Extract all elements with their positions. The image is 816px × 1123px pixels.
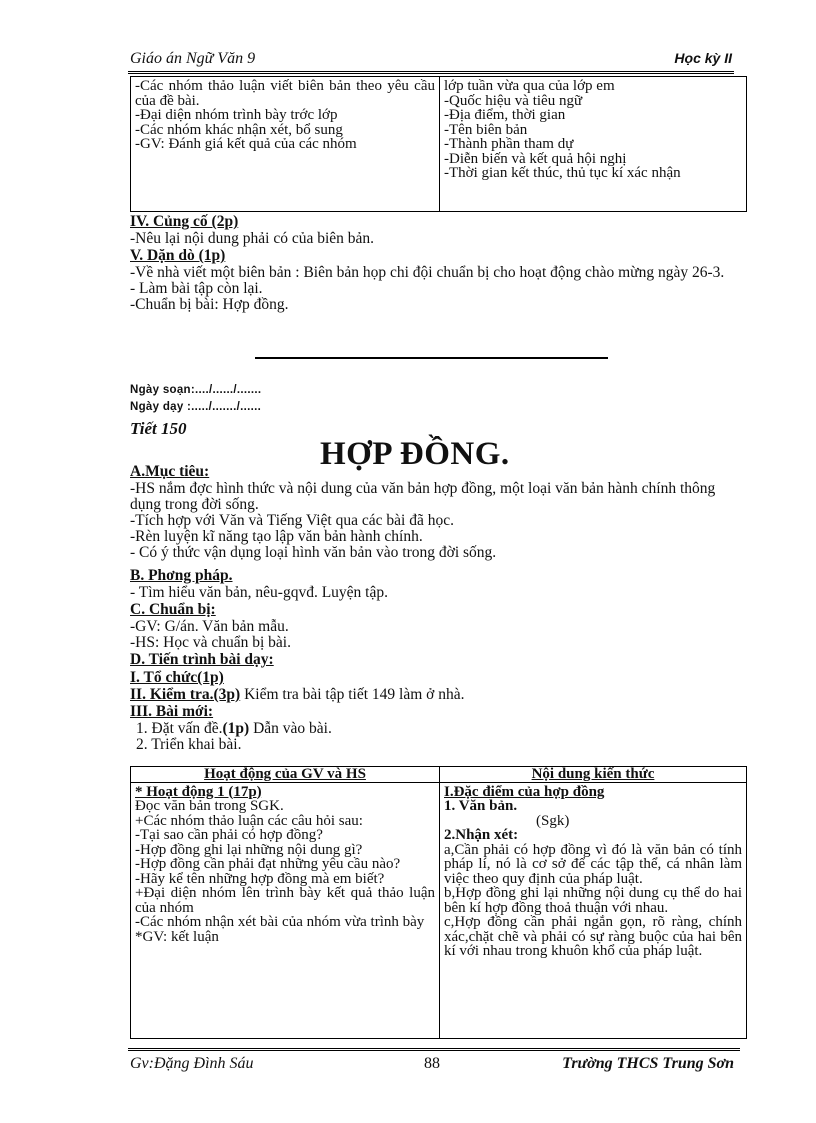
content-subheading: 1. Văn bản. — [444, 798, 518, 814]
activity-line: +Đại diện nhóm lên trình bày kết quả thảo luận của nhóm — [135, 885, 435, 916]
activity-col-header: Hoạt động của GV và HS — [131, 767, 440, 783]
teach-date: Ngày dạy :...../......./...... — [130, 401, 262, 413]
new-lesson-heading: III. Bài mới: — [130, 703, 214, 720]
activity-line: -Tại sao cần phải có hợp đồng? — [135, 827, 323, 843]
section-review — [130, 213, 740, 313]
content-heading: I.Đặc điểm của hợp đồng — [444, 783, 605, 800]
activity-cell — [131, 782, 440, 1038]
method-heading: B. Phơng pháp. — [130, 567, 233, 584]
content-line: c,Hợp đồng cần phải ngắn gọn, rõ ràng, chính xác,chặt chẽ và phải có sự ràng buộc của hai bên kí với nhau trong khuôn khổ của pháp luật. — [444, 914, 742, 959]
section-homework-heading: V. Dặn dò (1p) — [130, 247, 226, 264]
section-homework-line: -Chuẩn bị bài: Hợp đồng. — [130, 296, 289, 313]
step-label: 2. Triển khai bài. — [136, 736, 242, 753]
activity-line: -Hãy kể tên những hợp đồng mà em biết? — [135, 870, 385, 887]
objectives-heading: A.Mục tiêu: — [130, 463, 210, 480]
section-review-heading: IV. Củng cố (2p) — [130, 213, 239, 230]
lesson-separator — [255, 357, 608, 359]
section-review-line: -Nêu lại nội dung phải có của biên bản. — [130, 230, 375, 247]
continuation-right-line: -Diễn biến và kết quả hội nghị — [444, 150, 627, 167]
header-semester: Học kỳ II — [674, 50, 732, 66]
continuation-right-line: -Thời gian kết thúc, thủ tục kí xác nhận — [444, 165, 681, 181]
objective-line: -Rèn luyện kĩ năng tạo lập văn bản hành chính. — [130, 528, 423, 545]
new-lesson-step — [130, 737, 740, 753]
footer-school: Trường THCS Trung Sơn — [562, 1055, 734, 1072]
lesson-number: Tiết 150 — [130, 419, 187, 438]
activity-line: -Các nhóm nhận xét bài của nhóm vừa trình bày — [135, 914, 425, 930]
continuation-left-line: -Các nhóm thảo luận viết biên bản theo yêu cầu của đề bài. — [135, 78, 435, 109]
continuation-left-line: -GV: Đánh giá kết quả của các nhóm — [135, 136, 357, 152]
continuation-left-cell — [131, 77, 440, 212]
preparation-heading: C. Chuẩn bị: — [130, 601, 216, 618]
content-col-header: Nội dung kiến thức — [440, 767, 747, 783]
continuation-right-line: -Quốc hiệu và tiêu ngữ — [444, 92, 583, 109]
content-cell — [440, 782, 747, 1038]
continuation-right-cell — [440, 77, 747, 212]
activity-line: -Hợp đồng ghi lại những nội dung gì? — [135, 841, 363, 858]
content-line: a,Cần phải có hợp đồng vì đó là văn bản có tính pháp lí, nó là cơ sở để các tập thể, cá nhân làm việc theo quy định của pháp luật. — [444, 841, 742, 887]
organization-heading: I. Tổ chức(1p) — [130, 669, 224, 686]
preparation-line: -HS: Học và chuẩn bị bài. — [130, 634, 291, 651]
continuation-left-line: -Các nhóm khác nhận xét, bổ sung — [135, 121, 343, 138]
prep-date: Ngày soạn:..../....../....... — [130, 384, 262, 396]
continuation-right-line: -Thành phần tham dự — [444, 136, 574, 152]
preparation-line: -GV: G/án. Văn bản mẫu. — [130, 618, 289, 635]
footer-page-number: 88 — [424, 1055, 440, 1072]
objective-line: -Tích hợp với Văn và Tiếng Việt qua các bài đã học. — [130, 512, 454, 529]
content-sgk: (Sgk) — [536, 812, 570, 829]
activity-table — [130, 766, 747, 1039]
activity-line: Đọc văn bản trong SGK. — [135, 798, 284, 814]
content-subheading: 2.Nhận xét: — [444, 827, 519, 843]
activity-line: *GV: kết luận — [135, 928, 219, 945]
content-line: b,Hợp đồng ghi lại những nội dung cụ thể do hai bên kí hợp đồng thoả thuận với nhau. — [444, 885, 742, 916]
step-time: (1p) — [222, 720, 250, 737]
header-title: Giáo án Ngữ Văn 9 — [130, 50, 256, 67]
header-rule-2 — [128, 73, 734, 74]
procedure-heading: D. Tiến trình bài dạy: — [130, 651, 274, 668]
continuation-table — [130, 76, 747, 212]
section-homework-line: - Làm bài tập còn lại. — [130, 280, 263, 297]
method-line: - Tìm hiểu văn bản, nêu-gqvđ. Luyện tập. — [130, 584, 388, 601]
section-homework-line: -Về nhà viết một biên bản : Biên bản họp chi đội chuẩn bị cho hoạt động chào mừng ngày 26-3. — [130, 264, 725, 281]
footer-rule-2 — [128, 1050, 740, 1051]
check-heading: II. Kiểm tra.(3p) — [130, 686, 241, 703]
step-label: 1. Đặt vấn đề. — [136, 720, 223, 737]
objective-line: - Có ý thức vận dụng loại hình văn bản vào trong đời sống. — [130, 544, 497, 561]
lesson-body — [130, 463, 740, 753]
objective-line: -HS nắm đợc hình thức và nội dung của văn bản hợp đồng, một loại văn bản hành chính thông dụng trong đời sống. — [130, 480, 716, 513]
continuation-left-line: -Đại diện nhóm trình bày trớc lớp — [135, 107, 338, 123]
lesson-title: HỢP ĐỒNG. — [320, 436, 510, 472]
header-rule — [128, 71, 734, 72]
activity-title: * Hoạt động 1 (17p) — [135, 783, 262, 800]
new-lesson-step — [130, 721, 740, 737]
continuation-right-line: lớp tuần vừa qua của lớp em — [444, 78, 615, 94]
step-text: Dẫn vào bài. — [249, 720, 332, 737]
activity-line: +Các nhóm thảo luận các câu hỏi sau: — [135, 812, 363, 829]
footer-teacher: Gv:Đặng Đình Sáu — [130, 1055, 254, 1072]
continuation-right-line: -Địa điểm, thời gian — [444, 107, 566, 123]
check-text: Kiểm tra bài tập tiết 149 làm ở nhà. — [240, 686, 465, 703]
check-line — [130, 687, 740, 703]
activity-line: -Hợp đồng cần phải đạt những yêu cầu nào? — [135, 856, 401, 872]
footer-rule — [128, 1048, 740, 1049]
continuation-right-line: -Tên biên bản — [444, 121, 528, 138]
